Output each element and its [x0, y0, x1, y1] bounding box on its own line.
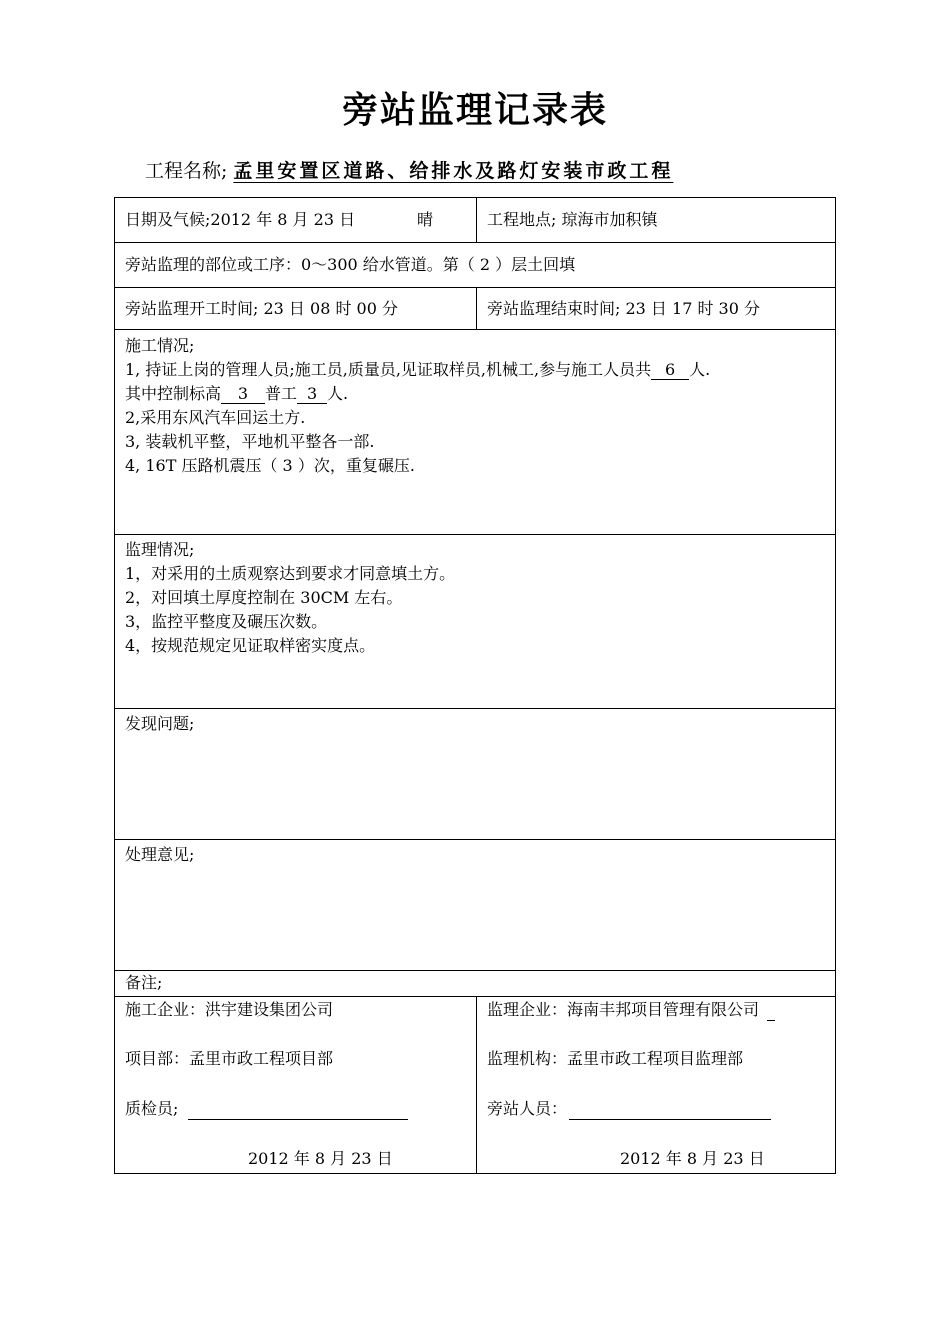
- supervisor-company: 监理企业：海南丰邦项目管理有限公司: [487, 1000, 760, 1019]
- construction-line-2-prefix: 其中控制标高: [125, 384, 222, 403]
- supervisor-org: 监理机构：孟里市政工程项目监理部: [487, 1049, 744, 1068]
- row-problems: [115, 709, 835, 840]
- control-people-count: 3: [221, 385, 265, 404]
- location: 工程地点; 琼海市加积镇: [487, 210, 658, 229]
- construction-line-5: 4, 16T 压路机震压（ 3 ）次，重复碾压.: [125, 456, 415, 475]
- position-cell: [115, 243, 835, 287]
- end-time-cell: [477, 288, 835, 329]
- construction-line-2-suffix: 人.: [327, 384, 349, 403]
- date-weather: 日期及气候;2012 年 8 月 23 日: [125, 210, 356, 229]
- date-weather-cell: [115, 198, 477, 242]
- supervision-line-1: 1，对采用的土质观察达到要求才同意填土方。: [125, 564, 456, 583]
- inspector-label: 质检员;: [125, 1099, 179, 1118]
- row-position: [115, 243, 835, 288]
- contractor-company: 施工企业：洪宇建设集团公司: [125, 1000, 334, 1019]
- row-date-location: [115, 198, 835, 243]
- project-name: 孟里安置区道路、给排水及路灯安装市政工程: [233, 160, 674, 182]
- construction-line-1-text: 1, 持证上岗的管理人员;施工员,质量员,见证取样员,机械工,参与施工人员共: [125, 360, 652, 379]
- inspector-signature-blank: [188, 1103, 408, 1120]
- supervisor-company-blank: [767, 1004, 775, 1021]
- supervision-line-4: 4，按规范规定见证取样密实度点。: [125, 636, 376, 655]
- project-label: 工程名称;: [145, 160, 228, 182]
- construction-line-2: [125, 383, 348, 405]
- onsite-staff-line: [487, 1098, 771, 1120]
- onsite-staff-label: 旁站人员：: [487, 1099, 568, 1118]
- construction-line-1: [125, 359, 710, 381]
- worker-people-count: 3: [297, 385, 327, 404]
- supervision-line-2: 2，对回填土厚度控制在 30CM 左右。: [125, 588, 403, 607]
- inspector-line: [125, 1098, 408, 1120]
- project-name-line: [145, 156, 673, 183]
- supervisor-company-line: [487, 999, 775, 1021]
- contractor-project-dept: 项目部：孟里市政工程项目部: [125, 1049, 334, 1068]
- form-title: 旁站监理记录表: [341, 89, 608, 131]
- supervision-line-3: 3，监控平整度及碾压次数。: [125, 612, 328, 631]
- start-time-cell: [115, 288, 477, 329]
- row-remarks: [115, 971, 835, 997]
- construction-heading: 施工情况;: [125, 336, 195, 355]
- supervised-position: 旁站监理的部位或工序：0～300 给水管道。第（ 2 ）层土回填: [125, 255, 576, 274]
- row-signoff: [115, 997, 835, 1173]
- problems-heading: 发现问题;: [125, 714, 195, 733]
- contractor-date: 2012 年 8 月 23 日: [248, 1149, 393, 1168]
- supervision-heading: 监理情况;: [125, 540, 195, 559]
- record-form-table: [114, 197, 836, 1174]
- construction-line-3: 2,采用东风汽车回运土方.: [125, 408, 306, 427]
- weather: 晴: [417, 210, 434, 229]
- construction-cell: [115, 330, 835, 534]
- row-handling: [115, 840, 835, 971]
- construction-line-1-suffix: 人.: [689, 360, 711, 379]
- supervisor-signoff-cell: [477, 997, 835, 1173]
- row-supervision: [115, 535, 835, 709]
- location-cell: [477, 198, 835, 242]
- supervision-cell: [115, 535, 835, 708]
- row-times: [115, 288, 835, 330]
- remarks-heading: 备注;: [125, 973, 163, 992]
- construction-line-2-mid: 普工: [265, 384, 298, 403]
- row-construction: [115, 330, 835, 535]
- supervisor-date: 2012 年 8 月 23 日: [620, 1149, 765, 1168]
- end-time: 旁站监理结束时间; 23 日 17 时 30 分: [487, 299, 760, 318]
- handling-cell: [115, 840, 835, 970]
- remarks-cell: [115, 971, 835, 996]
- total-people-count: 6: [651, 361, 689, 380]
- problems-cell: [115, 709, 835, 839]
- start-time: 旁站监理开工时间; 23 日 08 时 00 分: [125, 299, 398, 318]
- contractor-signoff-cell: [115, 997, 477, 1173]
- handling-heading: 处理意见;: [125, 845, 195, 864]
- construction-line-4: 3, 装载机平整，平地机平整各一部.: [125, 432, 375, 451]
- onsite-staff-signature-blank: [569, 1103, 771, 1120]
